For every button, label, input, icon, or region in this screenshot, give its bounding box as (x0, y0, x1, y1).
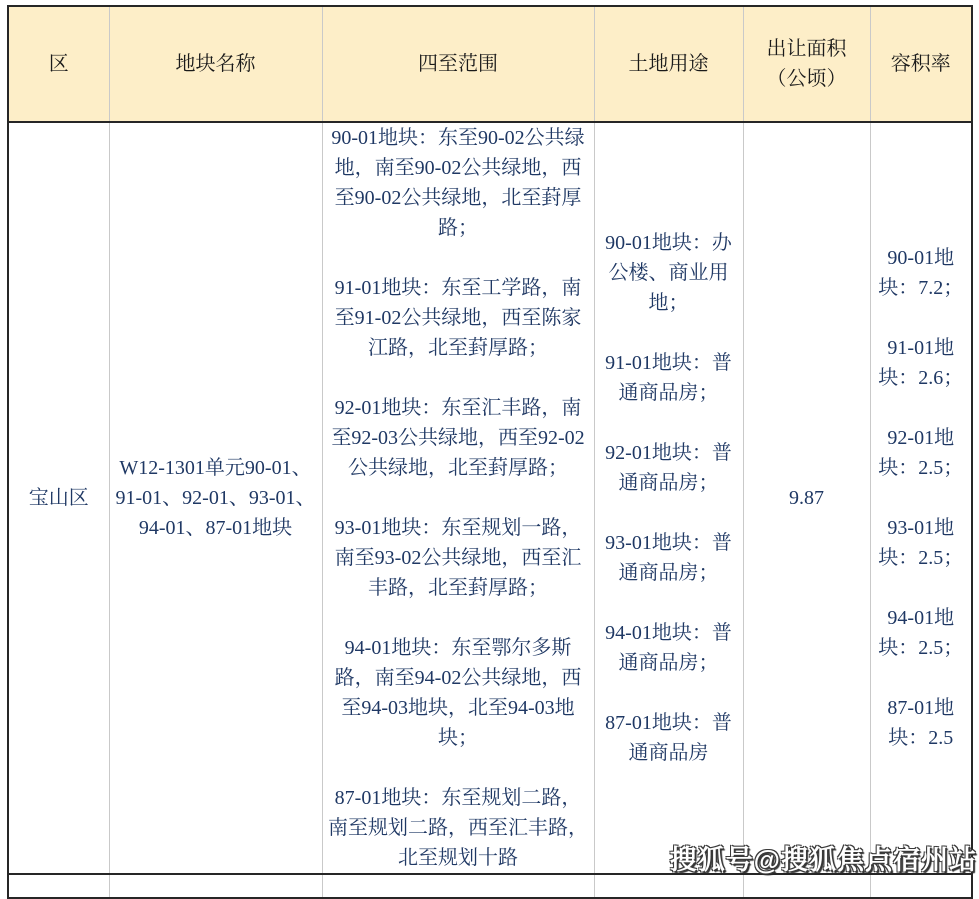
table-row-partial (8, 874, 972, 898)
col-header-boundaries: 四至范围 (322, 6, 594, 122)
boundary-item: 87-01地块：东至规划二路，南至规划二路，西至汇丰路，北至规划十路 (328, 787, 588, 869)
land-use-item: 94-01地块：普通商品房； (605, 622, 732, 674)
boundary-item: 93-01地块：东至规划一路，南至93-02公共绿地，西至汇丰路，北至葑厚路； (334, 517, 582, 599)
col-header-parcel-name: 地块名称 (109, 6, 322, 122)
land-use-item: 91-01地块：普通商品房； (605, 352, 732, 404)
boundary-item: 94-01地块：东至鄂尔多斯路，南至94-02公共绿地，西至94-03地块，北至94-03地块； (334, 637, 582, 749)
land-parcel-table-sheet (7, 5, 973, 899)
table-row (8, 122, 972, 874)
sohu-watermark: 搜狐号@搜狐焦点宿州站 (669, 845, 977, 875)
plot-ratio-item: 92-01地块：2.5； (878, 427, 964, 479)
table-header-row (8, 6, 972, 122)
plot-ratio-item: 93-01地块：2.5； (878, 517, 964, 569)
cell-transfer-area: 9.87 (743, 122, 870, 874)
cell-plot-ratio (870, 122, 972, 874)
cell-land-use (594, 122, 743, 874)
col-header-land-use: 土地用途 (594, 6, 743, 122)
cell-district: 宝山区 (8, 122, 109, 874)
land-use-item: 93-01地块：普通商品房； (605, 532, 732, 584)
cell-boundaries (322, 122, 594, 874)
land-use-item: 87-01地块：普通商品房 (605, 712, 732, 764)
plot-ratio-item: 90-01地块：7.2； (878, 247, 964, 299)
plot-ratio-item: 87-01地块：2.5 (887, 697, 955, 749)
plot-ratio-item: 94-01地块：2.5； (878, 607, 964, 659)
plot-ratio-item: 91-01地块：2.6； (878, 337, 964, 389)
col-header-transfer-area: 出让面积（公顷） (743, 6, 870, 122)
boundary-item: 91-01地块：东至工学路，南至91-02公共绿地，西至陈家江路，北至葑厚路； (334, 277, 582, 359)
land-use-item: 92-01地块：普通商品房； (605, 442, 732, 494)
boundary-item: 90-01地块：东至90-02公共绿地，南至90-02公共绿地，西至90-02公共绿地，北至葑厚路； (331, 127, 585, 239)
cell-parcel-name: W12-1301单元90-01、91-01、92-01、93-01、94-01、87-01地块 (109, 122, 322, 874)
boundary-item: 92-01地块：东至汇丰路，南至92-03公共绿地，西至92-02公共绿地，北至葑厚路； (331, 397, 585, 479)
col-header-district: 区 (8, 6, 109, 122)
land-use-item: 90-01地块：办公楼、商业用地； (605, 232, 732, 314)
land-parcel-table (7, 5, 973, 899)
col-header-plot-ratio: 容积率 (870, 6, 972, 122)
